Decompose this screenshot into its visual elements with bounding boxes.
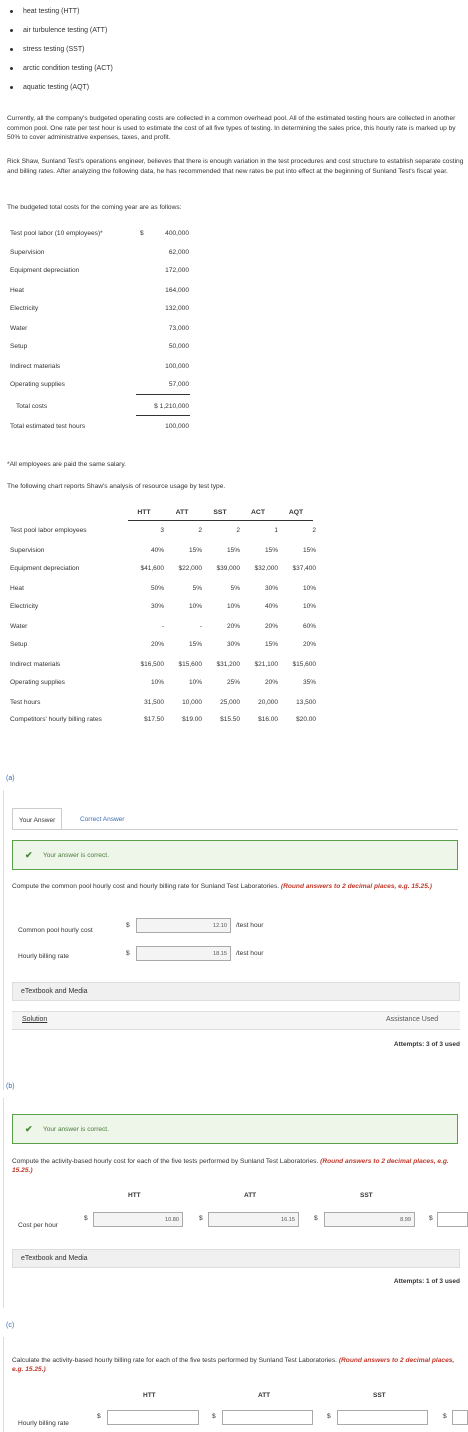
billing-rate-label: Hourly billing rate	[18, 953, 69, 960]
part-c-instruction: Calculate the activity-based hourly billing rate for each of the five tests performed by Sunland Test Laboratories. (Round answers to 2 decimal places, e.g. 15.25.)	[12, 1357, 455, 1373]
part-b-rail	[3, 1098, 4, 1308]
usage-cell: 25,000	[220, 699, 240, 706]
usage-cell: 30%	[264, 585, 278, 592]
tab-your-answer[interactable]: Your Answer	[12, 808, 62, 830]
bullet-icon	[10, 86, 13, 89]
common-pool-label: Common pool hourly cost	[18, 927, 93, 934]
unit-label: /test hour	[236, 922, 264, 929]
usage-cell: $15,600	[292, 661, 316, 668]
bullet-icon	[10, 10, 13, 13]
cost-value: 57,000	[168, 381, 189, 388]
etextbook-link[interactable]: eTextbook and Media	[12, 982, 460, 1001]
col-header-att: ATT	[258, 1392, 271, 1399]
cost-per-hour-label: Cost per hour	[18, 1222, 58, 1229]
col-header-htt: HTT	[137, 509, 151, 516]
bullet-icon	[10, 29, 13, 32]
billing-rate-att-input[interactable]	[222, 1410, 313, 1425]
cost-label: Indirect materials	[10, 363, 61, 370]
cost-label: Heat	[10, 287, 24, 294]
part-a-rail	[3, 790, 4, 1090]
dollar-sign: $	[126, 950, 130, 957]
col-header-aqt: AQT	[288, 509, 304, 516]
dollar-sign: $	[429, 1215, 433, 1222]
usage-cell: 3	[160, 527, 164, 534]
usage-cell: $22,000	[178, 565, 202, 572]
part-b-success: ✔ Your answer is correct.	[12, 1114, 458, 1144]
usage-cell: 60%	[302, 623, 316, 630]
usage-cell: $20.00	[296, 716, 316, 723]
cost-label: Electricity	[10, 305, 39, 312]
usage-cell: $37,400	[292, 565, 316, 572]
tab-rule	[12, 829, 458, 830]
part-b-label: (b)	[6, 1083, 15, 1090]
dollar-sign: $	[212, 1413, 216, 1420]
total-hours-label: Total estimated test hours	[10, 423, 86, 430]
assistance-used: Assistance Used	[386, 1016, 439, 1023]
usage-cell: $17.50	[144, 716, 164, 723]
cost-value: 172,000	[165, 267, 189, 274]
cost-dollar: $	[140, 230, 144, 237]
billing-rate-sst-input[interactable]	[337, 1410, 428, 1425]
col-header-sst: SST	[373, 1392, 386, 1399]
usage-cell: 20%	[264, 679, 278, 686]
usage-row-label: Competitors' hourly billing rates	[10, 716, 102, 723]
usage-cell: 30%	[150, 603, 164, 610]
usage-cell: 10%	[150, 679, 164, 686]
usage-cell: 30%	[226, 641, 240, 648]
cost-value: 73,000	[168, 325, 189, 332]
cost-label: Supervision	[10, 249, 45, 256]
usage-row-label: Test pool labor employees	[10, 527, 87, 534]
usage-cell: 15%	[264, 547, 278, 554]
usage-cell: 40%	[264, 603, 278, 610]
dollar-sign: $	[314, 1215, 318, 1222]
check-icon: ✔	[25, 850, 33, 860]
usage-cell: 20%	[150, 641, 164, 648]
usage-cell: 20%	[302, 641, 316, 648]
usage-cell: 10%	[188, 679, 202, 686]
usage-row-label: Setup	[10, 641, 28, 648]
usage-row-label: Supervision	[10, 547, 45, 554]
chart-intro: The following chart reports Shaw's analysis of resource usage by test type.	[7, 483, 226, 490]
usage-cell: -	[161, 623, 164, 630]
billing-rate-act-input[interactable]	[452, 1410, 468, 1425]
usage-cell: 2	[312, 527, 316, 534]
usage-cell: 10%	[226, 603, 240, 610]
col-header-att: ATT	[175, 509, 189, 516]
paragraph-overhead: Currently, all the company's budgeted operating costs are collected in a common overhead pool. All of the estimated testing hours are collected in another common pool. One rate per test hour is used to estimate the cost of all five types of testing. In determining the sales price, this hourly rate is marked up by 50% to cover administrative expenses, taxes, and profit.	[7, 115, 456, 141]
dollar-sign: $	[327, 1413, 331, 1420]
usage-row-label: Operating supplies	[10, 679, 65, 686]
cost-per-hour-att-input[interactable]: 16.15	[208, 1212, 299, 1227]
usage-cell: $39,000	[216, 565, 240, 572]
col-header-act: ACT	[251, 509, 265, 516]
total-costs-label: Total costs	[16, 403, 48, 410]
usage-cell: $16.00	[258, 716, 278, 723]
col-header-htt: HTT	[143, 1392, 156, 1399]
list-item: air turbulence testing (ATT)	[10, 21, 113, 40]
total-hours-value: 100,000	[165, 423, 189, 430]
usage-cell: 20%	[264, 623, 278, 630]
usage-cell: 15%	[188, 547, 202, 554]
cost-per-hour-act-input[interactable]	[437, 1212, 468, 1227]
usage-cell: $41,600	[140, 565, 164, 572]
cost-value: 164,000	[165, 287, 189, 294]
usage-row-label: Indirect materials	[10, 661, 61, 668]
part-c-rail	[3, 1337, 4, 1432]
header-rule	[128, 520, 313, 521]
usage-row-label: Equipment depreciation	[10, 565, 80, 572]
usage-cell: $31,200	[216, 661, 240, 668]
salary-footnote: *All employees are paid the same salary.	[7, 461, 126, 468]
usage-cell: $15.50	[220, 716, 240, 723]
usage-cell: 15%	[302, 547, 316, 554]
usage-cell: 5%	[192, 585, 202, 592]
usage-cell: 35%	[302, 679, 316, 686]
usage-cell: 15%	[264, 641, 278, 648]
cost-value: 132,000	[165, 305, 189, 312]
usage-cell: 20%	[226, 623, 240, 630]
billing-rate-htt-input[interactable]	[107, 1410, 199, 1425]
col-header-att: ATT	[244, 1192, 257, 1199]
paragraph-budget-intro: The budgeted total costs for the coming year are as follows:	[7, 204, 182, 211]
usage-cell: 50%	[150, 585, 164, 592]
usage-cell: 10,000	[182, 699, 202, 706]
part-c-label: (c)	[6, 1322, 15, 1329]
hourly-billing-rate-label: Hourly billing rate	[18, 1420, 69, 1427]
dollar-sign: $	[443, 1413, 447, 1420]
part-b-instruction: Compute the activity-based hourly cost for each of the five tests performed by Sunland Test Laboratories. (Round answers to 2 decimal places, e.g. 15.25.)	[12, 1158, 449, 1174]
usage-cell: $32,000	[254, 565, 278, 572]
total-rule	[136, 415, 190, 416]
usage-cell: $16,500	[140, 661, 164, 668]
cost-per-hour-htt-input[interactable]: 10.80	[93, 1212, 183, 1227]
paragraph-shaw: Rick Shaw, Sunland Test's operations engineer, believes that there is enough variation in the test procedures and cost structure to establish separate costing and billing rates. After analyzing the following data, he has recommended that new rates be put into effect at the beginning of Sunland Test's fiscal year.	[7, 158, 464, 175]
list-item: arctic condition testing (ACT)	[10, 59, 113, 78]
list-item: stress testing (SST)	[10, 40, 113, 59]
usage-cell: 10%	[302, 585, 316, 592]
cost-value: 100,000	[165, 363, 189, 370]
test-type-list	[10, 2, 113, 97]
usage-cell: 1	[274, 527, 278, 534]
col-header-sst: SST	[213, 509, 227, 516]
usage-cell: 2	[236, 527, 240, 534]
dollar-sign: $	[199, 1215, 203, 1222]
tab-correct-answer[interactable]: Correct Answer	[80, 816, 125, 823]
list-item: heat testing (HTT)	[10, 2, 113, 21]
usage-cell: 40%	[150, 547, 164, 554]
cost-label: Test pool labor (10 employees)*	[10, 230, 103, 237]
usage-row-label: Water	[10, 623, 28, 630]
subtotal-rule	[136, 394, 190, 395]
cost-value: 400,000	[165, 230, 189, 237]
common-pool-input[interactable]: 12.10	[136, 918, 231, 933]
billing-rate-input[interactable]: 18.15	[136, 946, 231, 961]
usage-cell: 5%	[230, 585, 240, 592]
cost-label: Setup	[10, 343, 28, 350]
usage-row-label: Heat	[10, 585, 24, 592]
unit-label: /test hour	[236, 950, 264, 957]
etextbook-link[interactable]: eTextbook and Media	[12, 1249, 460, 1268]
usage-cell: 10%	[302, 603, 316, 610]
bullet-icon	[10, 48, 13, 51]
dollar-sign: $	[126, 922, 130, 929]
cost-value: 50,000	[168, 343, 189, 350]
cost-per-hour-sst-input[interactable]: 8.99	[324, 1212, 415, 1227]
usage-cell: $15,600	[178, 661, 202, 668]
solution-link[interactable]: Solution	[22, 1016, 48, 1023]
usage-cell: 15%	[188, 641, 202, 648]
cost-value: 62,000	[168, 249, 189, 256]
dollar-sign: $	[97, 1413, 101, 1420]
usage-cell: $21,100	[254, 661, 278, 668]
usage-cell: 20,000	[258, 699, 278, 706]
cost-label: Equipment depreciation	[10, 267, 80, 274]
usage-cell: 31,500	[144, 699, 164, 706]
usage-cell: $19.00	[182, 716, 202, 723]
check-icon: ✔	[25, 1124, 33, 1134]
dollar-sign: $	[84, 1215, 88, 1222]
part-a-success: ✔ Your answer is correct.	[12, 840, 458, 870]
cost-label: Operating supplies	[10, 381, 65, 388]
usage-row-label: Test hours	[10, 699, 41, 706]
usage-row-label: Electricity	[10, 603, 39, 610]
usage-cell: 10%	[188, 603, 202, 610]
part-a-instruction: Compute the common pool hourly cost and hourly billing rate for Sunland Test Laboratories. (Round answers to 2 decimal places, e.g. 15.25.)	[12, 883, 432, 890]
usage-cell: 13,500	[296, 699, 316, 706]
usage-cell: 15%	[226, 547, 240, 554]
list-item: aquatic testing (AQT)	[10, 78, 113, 97]
cost-label: Water	[10, 325, 28, 332]
total-costs-value: $ 1,210,000	[154, 403, 189, 410]
usage-cell: 25%	[226, 679, 240, 686]
bullet-icon	[10, 67, 13, 70]
usage-cell: -	[199, 623, 202, 630]
usage-cell: 2	[198, 527, 202, 534]
col-header-htt: HTT	[128, 1192, 141, 1199]
col-header-sst: SST	[360, 1192, 373, 1199]
part-a-attempts: Attempts: 3 of 3 used	[393, 1041, 460, 1048]
part-a-label: (a)	[6, 775, 15, 782]
part-b-attempts: Attempts: 1 of 3 used	[393, 1278, 460, 1285]
